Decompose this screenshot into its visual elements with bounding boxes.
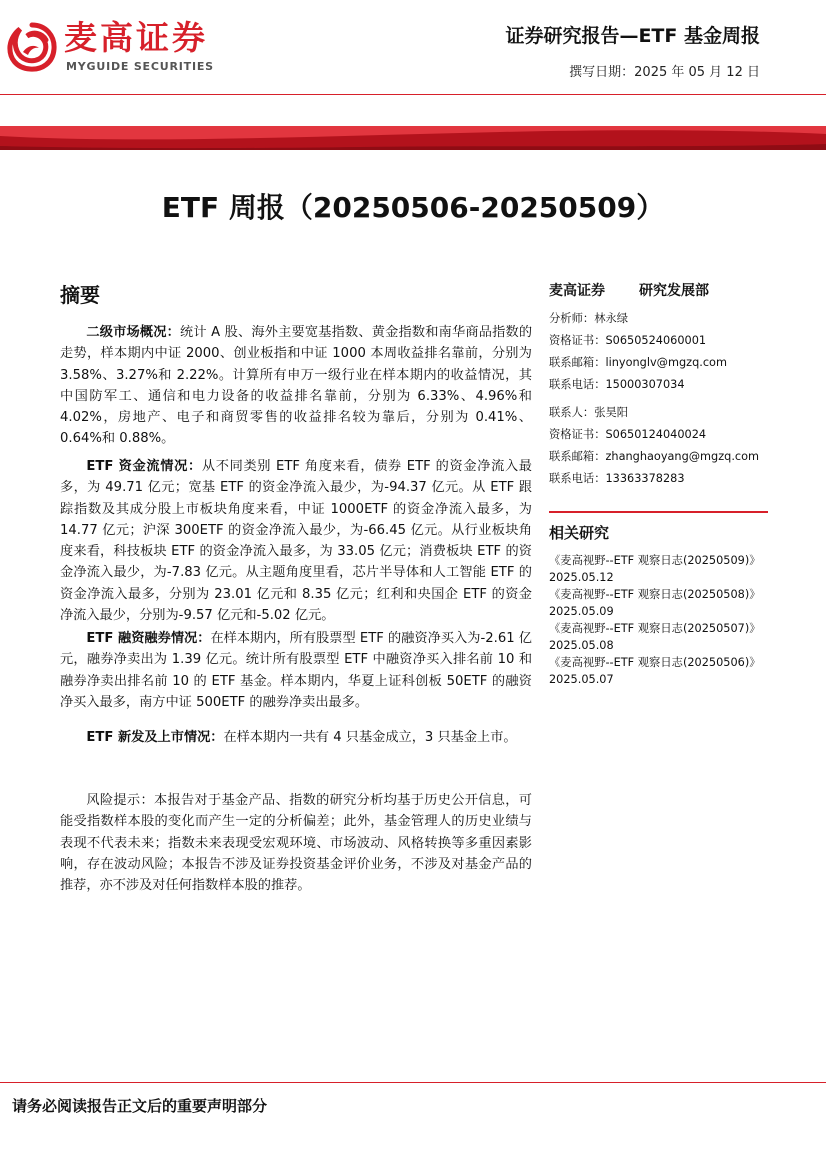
margin-trading-label: ETF 融资融券情况： <box>86 631 211 646</box>
fund-flow-paragraph <box>60 456 532 626</box>
new-listing-text: 在样本期内一共有 4 只基金成立，3 只基金上市。 <box>223 730 517 745</box>
new-listing-paragraph <box>60 727 532 748</box>
contact-phone: 联系电话：13363378283 <box>549 472 685 485</box>
sidebar-org: 麦高证券 <box>549 283 605 299</box>
related-item-date: 2025.05.12 <box>549 571 614 584</box>
related-item-title[interactable]: 《麦高视野--ETF 观察日志(20250507)》 <box>549 622 761 635</box>
report-date: 撰写日期：2025 年 05 月 12 日 <box>569 65 760 80</box>
related-item-title[interactable]: 《麦高视野--ETF 观察日志(20250509)》 <box>549 554 761 567</box>
abstract-heading: 摘要 <box>60 283 100 307</box>
sidebar-org-line <box>549 280 769 302</box>
margin-trading-text: 在样本期内，所有股票型 ETF 的融资净买入为-2.61 亿元，融券净卖出为 1.39 亿元。统计所有股票型 ETF 中融资净买入排名前 10 和融券净卖出排名前 10 的 ETF 基金。样本期内，华夏上证科创板 50ETF 的融资净买入最多，南方中证 500ETF 的融券净卖出最多。 <box>60 631 532 710</box>
contact-email: 联系邮箱：zhanghaoyang@mgzq.com <box>549 450 760 463</box>
market-overview-label: 二级市场概况： <box>86 325 181 340</box>
related-item-date: 2025.05.08 <box>549 639 614 652</box>
contact-cert: 资格证书：S0650124040024 <box>549 428 707 441</box>
margin-trading-paragraph <box>60 628 532 713</box>
sidebar-dept: 研究发展部 <box>639 283 709 299</box>
header-divider <box>0 94 826 95</box>
fund-flow-label: ETF 资金流情况： <box>86 459 202 474</box>
risk-warning-paragraph: 风险提示：本报告对于基金产品、指数的研究分析均基于历史公开信息，可能受指数样本股的变化而产生一定的分析偏差；此外，基金管理人的历史业绩与表现不代表未来；指数未来表现受宏观环境、市场波动、风格转换等多重因素影响，存在波动风险；本报告不涉及证券投资基金评价业务，不涉及对基金产品的推荐，亦不涉及对任何指数样本股的推荐。 <box>60 793 532 894</box>
brand-name-cn: 麦高证券 <box>64 18 208 57</box>
new-listing-label: ETF 新发及上市情况： <box>86 730 224 745</box>
market-overview-text: 统计 A 股、海外主要宽基指数、黄金指数和南华商品指数的走势，样本期内中证 2000、创业板指和中证 1000 本周收益排名靠前，分别为 3.58%、3.27%和 2.22%。计算所有申万一级行业在样本期内的收益情况，其中国防军工、通信和电力设备的收益排名靠前，分别为 6.33%、4.96%和 4.02%，房地产、电子和商贸零售的收益排名较为靠后，分别为 0.41%、0.64%和 0.88%。 <box>60 325 533 447</box>
footer-disclaimer-note: 请务必阅读报告正文后的重要声明部分 <box>12 1097 268 1115</box>
related-research-list <box>549 552 779 688</box>
market-overview-paragraph <box>60 322 532 450</box>
brand-name-en: MYGUIDE SECURITIES <box>66 60 214 73</box>
header-banner <box>0 126 826 150</box>
author-sidebar <box>549 280 769 490</box>
related-item-title[interactable]: 《麦高视野--ETF 观察日志(20250506)》 <box>549 656 761 669</box>
fund-flow-text: 从不同类别 ETF 角度来看，债券 ETF 的资金净流入最多，为 49.71 亿元；宽基 ETF 的资金净流入最少，为-94.37 亿元。从 ETF 跟踪指数及其成分股上市板块角度来看，中证 1000ETF 的资金净流入最多，为 14.77 亿元；沪深 300ETF 的资金净流入最少，为-66.45 亿元。从行业板块角度来看，科技板块 ETF 的资金净流入最多，为 33.05 亿元；消费板块 ETF 的资金净流入最少，为-7.83 亿元。从主题角度里看，芯片半导体和人工智能 ETF 的资金净流入最多，分别为 23.01 亿元和 8.35 亿元；红利和央国企 ETF 的资金净流入最少，分别为-9.57 亿元和-5.02 亿元。 <box>60 459 532 624</box>
analyst-name: 分析师：林永绿 <box>549 312 629 325</box>
contact-name: 联系人：张昊阳 <box>549 406 629 419</box>
related-item-date: 2025.05.09 <box>549 605 614 618</box>
sidebar-divider <box>549 511 768 513</box>
report-type: 证券研究报告—ETF 基金周报 <box>505 25 760 47</box>
analyst-phone: 联系电话：15000307034 <box>549 378 685 391</box>
brand-logo-icon <box>6 22 58 72</box>
analyst-email: 联系邮箱：linyonglv@mgzq.com <box>549 356 727 369</box>
related-item-date: 2025.05.07 <box>549 673 614 686</box>
analyst-cert: 资格证书：S0650524060001 <box>549 334 707 347</box>
related-research-heading: 相关研究 <box>549 524 610 542</box>
document-title: ETF 周报（20250506-20250509） <box>161 191 665 224</box>
footer-divider <box>0 1082 826 1083</box>
related-item-title[interactable]: 《麦高视野--ETF 观察日志(20250508)》 <box>549 588 761 601</box>
